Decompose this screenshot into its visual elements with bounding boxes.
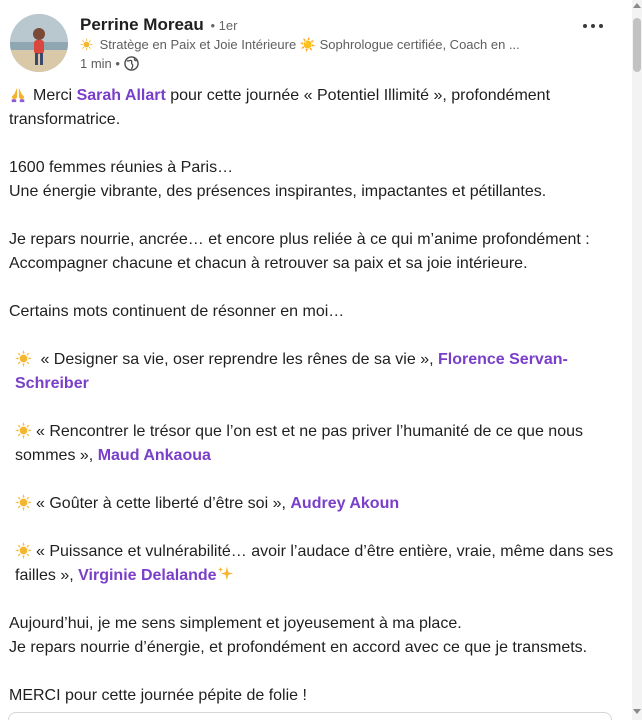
scroll-down-arrow-icon[interactable] xyxy=(633,709,641,714)
dot xyxy=(599,24,603,28)
next-card-edge xyxy=(8,712,612,720)
paragraph-thanks: Merci Sarah Allart pour cette journée « Potentiel Illimité », profondément transformatrice. xyxy=(9,87,551,128)
mention-maud-ankaoua[interactable]: Maud Ankaoua xyxy=(97,447,211,464)
post-meta xyxy=(80,56,139,71)
paragraph-words: Certains mots continuent de résonner en moi… xyxy=(9,303,345,320)
quote-4: « Puissance et vulnérabilité… avoir l’audace d’être entière, vraie, même dans ses failles », Virginie Delalande xyxy=(15,543,614,584)
quote-1: « Designer sa vie, oser reprendre les rênes de sa vie », Florence Servan-Schreiber xyxy=(15,351,568,392)
author-line xyxy=(80,15,237,35)
praying-hands-icon xyxy=(9,85,27,103)
sun-icon xyxy=(15,494,32,511)
headline-text: Stratège en Paix et Joie Intérieure ☀️ Sophrologue certifiée, Coach en ... xyxy=(99,37,520,52)
globe-icon xyxy=(124,56,139,71)
paragraph-repars: Je repars nourrie, ancrée… et encore plus reliée à ce qui m’anime profondément : Accompagner chacune et chacun à retrouver sa paix et sa joie intérieure. xyxy=(9,231,590,272)
paragraph-women: 1600 femmes réunies à Paris… Une énergie vibrante, des présences inspirantes, impactantes et pétillantes. xyxy=(9,159,547,200)
author-name[interactable]: Perrine Moreau xyxy=(80,15,204,34)
scroll-up-arrow-icon[interactable] xyxy=(633,3,641,8)
paragraph-merci: MERCI pour cette journée pépite de folie ! xyxy=(9,687,307,704)
connection-degree: • 1er xyxy=(210,18,238,33)
mention-sarah-allart[interactable]: Sarah Allart xyxy=(76,87,166,104)
avatar[interactable] xyxy=(10,14,68,72)
post-content xyxy=(9,84,621,708)
sun-icon xyxy=(15,350,32,367)
quote-2: « Rencontrer le trésor que l’on est et ne pas priver l’humanité de ce que nous sommes », Maud Ankaoua xyxy=(15,423,583,464)
dot xyxy=(583,24,587,28)
mention-audrey-akoun[interactable]: Audrey Akoun xyxy=(290,495,400,512)
scrollbar[interactable] xyxy=(632,0,642,720)
sun-icon xyxy=(15,542,32,559)
quote-3: « Goûter à cette liberté d’être soi », Audrey Akoun xyxy=(9,492,621,516)
mention-florence-servan-schreiber[interactable]: Florence Servan-Schreiber xyxy=(15,351,568,392)
author-headline xyxy=(80,37,570,53)
avatar-photo xyxy=(10,14,68,72)
paragraph-today: Aujourd’hui, je me sens simplement et joyeusement à ma place. Je repars nourrie d’énergie, et profondément en accord avec ce que je transmets. xyxy=(9,615,588,656)
sun-icon xyxy=(15,422,32,439)
more-options-button[interactable] xyxy=(578,16,608,36)
sparkles-icon xyxy=(217,565,235,583)
dot xyxy=(591,24,595,28)
post-header xyxy=(10,12,622,74)
scroll-thumb[interactable] xyxy=(633,18,641,72)
sun-icon xyxy=(80,37,100,52)
post-time: 1 min • xyxy=(80,56,120,71)
mention-virginie-delalande[interactable]: Virginie Delalande xyxy=(78,567,217,584)
